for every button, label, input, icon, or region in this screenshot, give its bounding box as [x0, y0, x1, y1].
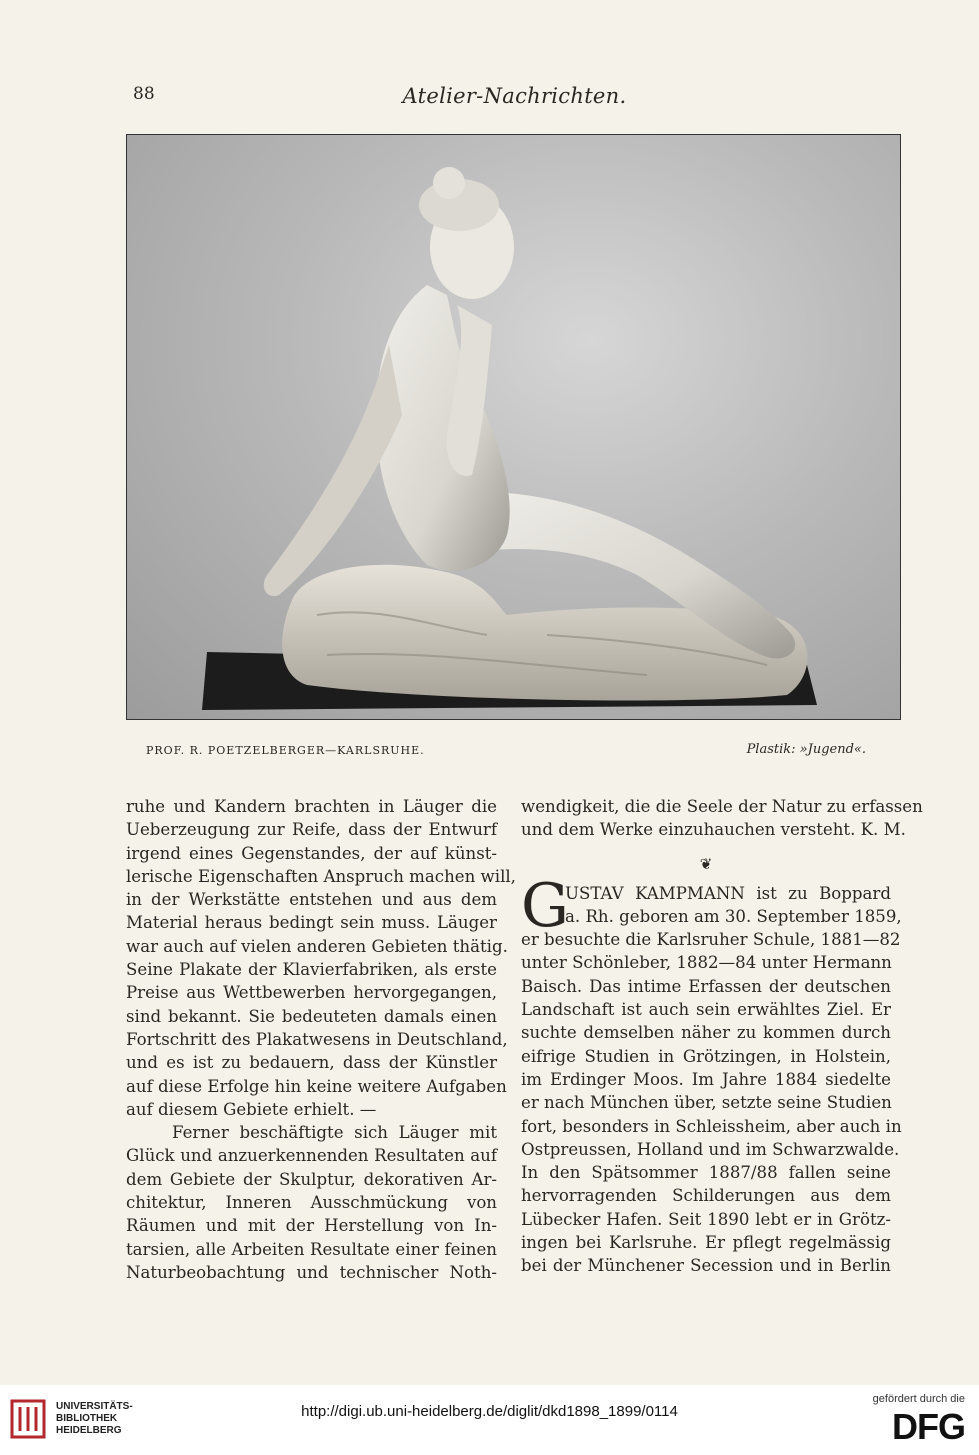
text-line: wendigkeit, die die Seele der Natur zu erfassen — [521, 797, 923, 816]
text-line: USTAV KAMPMANN ist zu Boppard — [565, 883, 891, 903]
caption-title: Plastik: »Jugend«. — [746, 742, 866, 757]
permalink-url[interactable]: http://digi.ub.uni-heidelberg.de/diglit/dkd1898_1899/0114 — [301, 1403, 678, 1420]
text-line: suchte demselben näher zu kommen durch — [521, 1023, 891, 1043]
library-name: UNIVERSITÄTS- BIBLIOTHEK HEIDELBERG — [56, 1401, 133, 1436]
sculpture-photograph — [126, 134, 901, 720]
text-line: lerische Eigenschaften Anspruch machen will, — [126, 866, 516, 886]
text-line: in der Werkstätte entstehen und aus dem — [126, 890, 497, 910]
text-line: In den Spätsommer 1887/88 fallen seine — [521, 1163, 891, 1183]
dfg-logo: DFG — [892, 1406, 965, 1447]
sculpture-illustration — [127, 135, 900, 719]
article-kampmann — [521, 870, 902, 1278]
text-line: tarsien, alle Arbeiten Resultate einer feinen — [126, 1239, 497, 1259]
digitization-footer — [0, 1385, 979, 1455]
text-line: ingen bei Karlsruhe. Er pflegt regelmässig — [521, 1233, 891, 1253]
text-line: Glück und anzuerkennenden Resultaten auf — [126, 1146, 497, 1166]
text-line: a. Rh. geboren am 30. September 1859, — [565, 906, 902, 926]
text-line: Seine Plakate der Klavierfabriken, als erste — [126, 960, 497, 980]
text-line: auf diesem Gebiete erhielt. — — [126, 1099, 377, 1119]
text-line: fort, besonders in Schleissheim, aber auch in — [521, 1116, 902, 1136]
text-line: Fortschritt des Plakatwesens in Deutschland, — [126, 1029, 508, 1049]
text-line: hervorragenden Schilderungen aus dem — [521, 1186, 891, 1206]
text-line: er besuchte die Karlsruher Schule, 1881—82 — [521, 930, 901, 950]
text-line: im Erdinger Moos. Im Jahre 1884 siedelte — [521, 1069, 891, 1089]
text-line: bei der Münchener Secession und in Berlin — [521, 1256, 891, 1276]
right-column — [521, 795, 923, 1278]
caption-artist: PROF. R. POETZELBERGER—KARLSRUHE. — [146, 744, 425, 757]
text-line: Material heraus bedingt sein muss. Läuger — [126, 913, 497, 933]
text-line: und es ist zu bedauern, dass der Künstler — [126, 1053, 497, 1073]
text-line: ruhe und Kandern brachten in Läuger die — [126, 797, 497, 816]
text-line: Landschaft ist auch sein erwähltes Ziel. Er — [521, 1000, 891, 1020]
text-line: Naturbeobachtung und technischer Noth- — [126, 1262, 497, 1282]
text-line: Preise aus Wettbewerben hervorgegangen, — [126, 983, 497, 1003]
text-line: er nach München über, setzte seine Studien — [521, 1093, 892, 1113]
text-line: Ostpreussen, Holland und im Schwarzwalde. — [521, 1139, 900, 1159]
fleuron-ornament: ❦ — [699, 854, 713, 873]
text-line: war auch auf vielen anderen Gebieten thätig. — [126, 936, 508, 956]
page-header — [0, 82, 979, 112]
text-line: Ferner beschäftigte sich Läuger mit — [172, 1123, 497, 1143]
text-line: auf diese Erfolge hin keine weitere Aufgaben — [126, 1076, 507, 1096]
running-title: Atelier-Nachrichten. — [402, 84, 627, 108]
text-line: dem Gebiete der Skulptur, dekorativen Ar- — [126, 1169, 497, 1189]
text-line: unter Schönleber, 1882—84 unter Hermann — [521, 953, 892, 973]
left-column — [126, 795, 516, 1284]
text-line: irgend eines Gegenstandes, der auf künst- — [126, 843, 497, 863]
funder-label: gefördert durch die — [872, 1393, 965, 1405]
figure-caption — [146, 742, 866, 762]
text-line: chitektur, Inneren Ausschmückung von — [126, 1193, 497, 1213]
text-line: und dem Werke einzuhauchen versteht. K. M. — [521, 820, 906, 840]
text-line: Räumen und mit der Herstellung von In- — [126, 1216, 497, 1236]
text-line: Ueberzeugung zur Reife, dass der Entwurf — [126, 820, 497, 840]
drop-cap: G — [521, 870, 569, 941]
text-line: Lübecker Hafen. Seit 1890 lebt er in Grötz- — [521, 1209, 891, 1229]
text-line: eifrige Studien in Grötzingen, in Holstein, — [521, 1046, 891, 1066]
text-line: Baisch. Das intime Erfassen der deutschen — [521, 976, 891, 996]
page-number: 88 — [133, 84, 155, 104]
text-line: sind bekannt. Sie bedeuteten damals einen — [126, 1006, 497, 1026]
